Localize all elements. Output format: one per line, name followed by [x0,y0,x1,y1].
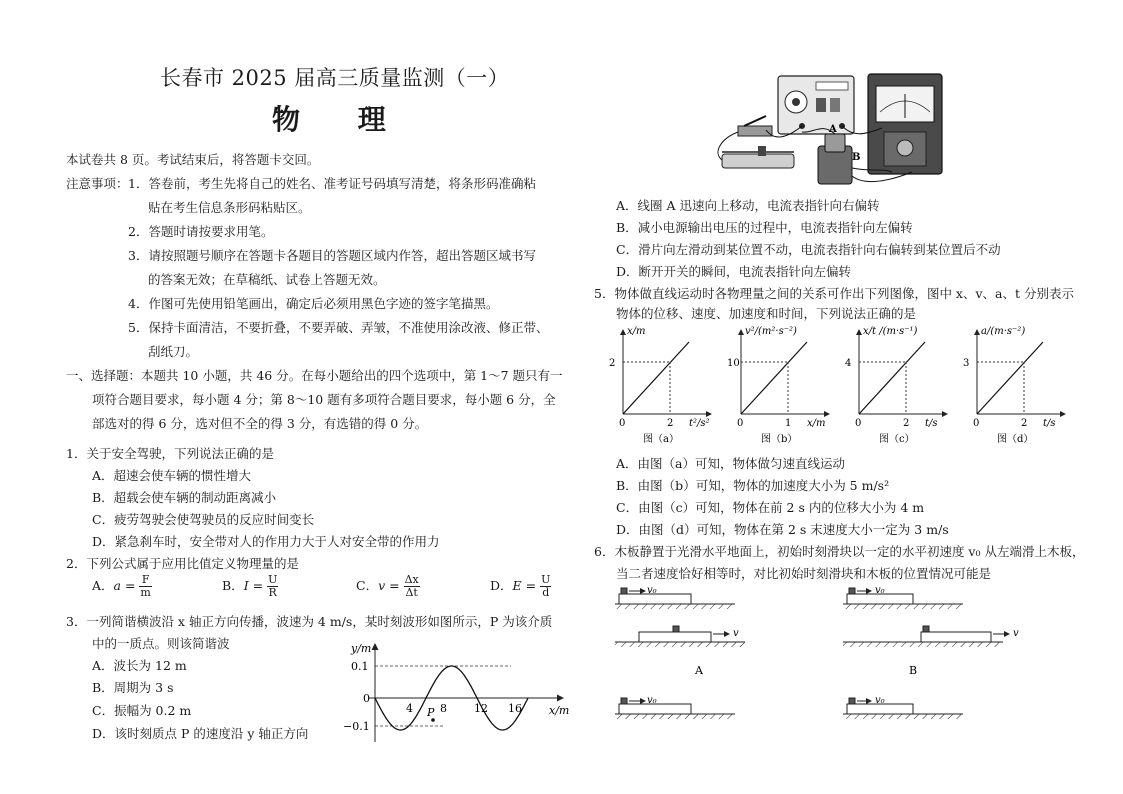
q2-option-c: C．v = $\frac{\Delta x}{\Delta t}$ [356,573,419,599]
graph-line [859,342,925,414]
notice-item: 2．答题时请按要求用笔。 [128,224,274,239]
q5-graphs [605,322,1085,446]
subject-title: 物 理 [272,103,410,136]
graph-y-label: x/m [627,326,646,337]
q6-diagram-a-final [615,626,745,677]
q6-diagram-d-initial [843,695,963,719]
q5-option-b: B．由图（b）可知，物体的加速度大小为 5 m/s² [616,478,890,493]
coil-a [825,134,845,152]
notice-item: 贴在考生信息条形码粘贴区。 [148,200,311,215]
q6-diagram-a-initial [615,585,735,609]
q3-option-b: B．周期为 3 s [92,680,174,695]
coil-a-label: A [829,124,837,135]
q4-option-a: A．线圈 A 迅速向上移动，电流表指针向右偏转 [616,198,880,213]
x-tick: 4 [406,702,413,715]
option-b-label: B [909,664,918,677]
q2-option-a: A．a = $\frac{F}{m}$ [92,573,151,599]
graph-caption: 图（a） [643,434,679,445]
section-heading: 部选对的得 6 分，选对但不全的得 3 分，有选错的得 0 分。 [92,416,428,431]
q2-stem: 2．下列公式属于应用比值定义物理量的是 [66,556,299,571]
q1-option-c: C．疲劳驾驶会使驾驶员的反应时间变长 [92,512,315,527]
graph-x-label: t²/s² [689,418,710,429]
section-heading: 一、选择题：本题共 10 小题，共 46 分。在每小题给出的四个选项中，第 1～7 题只有一 [66,368,563,383]
graph-caption: 图（d） [997,434,1034,445]
section-heading: 项符合题目要求，每小题 4 分；第 8～10 题有多项符合题目要求，每小题 6 分，全 [92,392,556,407]
graph-y-tick: 10 [727,358,740,369]
q3-option-c: C．振幅为 0.2 m [92,703,192,718]
q5-option-a: A．由图（a）可知，物体做匀速直线运动 [616,456,845,471]
coil-b-label: B [852,152,861,163]
notice-intro: 本试卷共 8 页。考试结束后，将答题卡交回。 [66,152,320,167]
notice-item: 1．答卷前，考生先将自己的姓名、准考证号码填写清楚，将条形码准确粘 [128,176,536,191]
q3-option-a: A．波长为 12 m [92,658,187,673]
q2-option-b: B．I = $\frac{U}{R}$ [222,573,278,599]
q4-option-b: B．减小电源输出电压的过程中，电流表指针向左偏转 [616,220,913,235]
svg-text:v₀: v₀ [647,695,657,706]
graph-y-label: v²/(m²·s⁻²) [745,326,797,337]
graph-y-tick: 2 [609,358,616,369]
graph-x-tick: 1 [785,418,792,429]
exam-title: 长春市 2025 届高三质量监测（一） [160,66,510,90]
q1-option-d: D．紧急刹车时，安全带对人的作用力大于人对安全带的作用力 [92,534,440,549]
svg-text:v: v [1013,628,1019,639]
graph-line [623,342,689,414]
notice-item: 4．作图可先使用铅笔画出，确定后必须用黑色字迹的签字笔描黑。 [128,296,499,311]
graph-x-tick: 2 [1021,418,1028,429]
graph-caption: 图（b） [761,434,798,445]
q5-option-d: D．由图（d）可知，物体在第 2 s 末速度大小一定为 3 m/s [616,522,949,537]
graph-x-label: t/s [1043,418,1056,429]
y-tick: 0 [363,692,370,705]
y-axis-label: y/m [351,642,372,655]
q6-stem: 当二者速度恰好相等时，对比初始时刻滑块和木板的位置情况可能是 [616,566,992,581]
q6-diagram-b-final [843,626,1019,677]
graph-line [741,342,807,414]
rheostat [722,154,794,168]
q4-apparatus-figure [712,72,962,196]
graph-x-tick: 2 [903,418,910,429]
y-tick: 0.1 [351,660,369,673]
option-a-label: A [695,664,703,677]
graph-origin: 0 [737,418,744,429]
graph-y-tick: 4 [845,358,852,369]
svg-text:v: v [733,628,739,639]
notice-item: 刮纸刀。 [148,344,199,359]
graph-x-label: t/s [925,418,938,429]
q4-option-c: C．滑片向左滑动到某位置不动，电流表指针向右偏转到某位置后不动 [616,242,1001,257]
q3-option-d: D．该时刻质点 P 的速度沿 y 轴正方向 [92,726,309,741]
q2-option-d: D．E = $\frac{U}{d}$ [490,573,551,599]
y-tick: −0.1 [343,720,370,733]
q3-wave-graph [335,638,575,750]
point-p-label: P [427,706,435,719]
svg-text:v₀: v₀ [875,695,885,706]
graph-y-label: a/(m·s⁻²) [981,326,1026,337]
x-tick: 16 [508,702,522,715]
notice-item: 3．请按照题号顺序在答题卡各题目的答题区域内作答，超出答题区域书写 [128,248,536,263]
q6-diagram-b-initial [843,585,963,609]
q5-stem: 5．物体做直线运动时各物理量之间的关系可作出下列图像，图中 x、v、a、t 分别表示 [594,286,1074,301]
q1-option-a: A．超速会使车辆的惯性增大 [92,468,252,483]
q6-stem: 6．木板静置于光滑水平地面上，初始时刻滑块以一定的水平初速度 v₀ 从左端滑上木板， [594,544,1085,559]
graph-origin: 0 [619,418,626,429]
q4-option-d: D．断开开关的瞬间，电流表指针向左偏转 [616,264,852,279]
graph-x-tick: 2 [667,418,674,429]
graph-origin: 0 [855,418,862,429]
graph-y-tick: 3 [963,358,970,369]
q3-stem: 3．一列简谐横波沿 x 轴正方向传播，波速为 4 m/s，某时刻波形如图所示，P 为该介质 [66,614,553,629]
notice-item: 的答案无效；在草稿纸、试卷上答题无效。 [148,272,386,287]
q6-diagram-c-initial [615,695,735,719]
graph-x-label: x/m [807,418,826,429]
q5-option-c: C．由图（c）可知，物体在前 2 s 内的位移大小为 4 m [616,500,925,515]
q5-graph-group [609,326,1065,445]
q1-stem: 1．关于安全驾驶，下列说法正确的是 [66,446,274,461]
graph-y-label: x/t /(m·s⁻¹) [863,326,918,337]
graph-origin: 0 [973,418,980,429]
x-tick: 12 [474,702,488,715]
x-tick: 8 [440,702,447,715]
graph-line [977,342,1043,414]
q3-stem: 中的一质点。则该简谐波 [92,636,230,651]
x-axis-label: x/m [549,704,570,717]
q1-option-b: B．超载会使车辆的制动距离减小 [92,490,277,505]
notice-item: 5．保持卡面清洁，不要折叠，不要弄破、弄皱，不准使用涂改液、修正带、 [128,320,549,335]
graph-caption: 图（c） [879,434,915,445]
svg-text:v₀: v₀ [875,585,885,596]
q5-stem: 物体的位移、速度、加速度和时间，下列说法正确的是 [616,306,917,321]
q6-diagrams [605,578,1065,730]
svg-text:v₀: v₀ [647,585,657,596]
notice-label: 注意事项： [66,176,129,191]
